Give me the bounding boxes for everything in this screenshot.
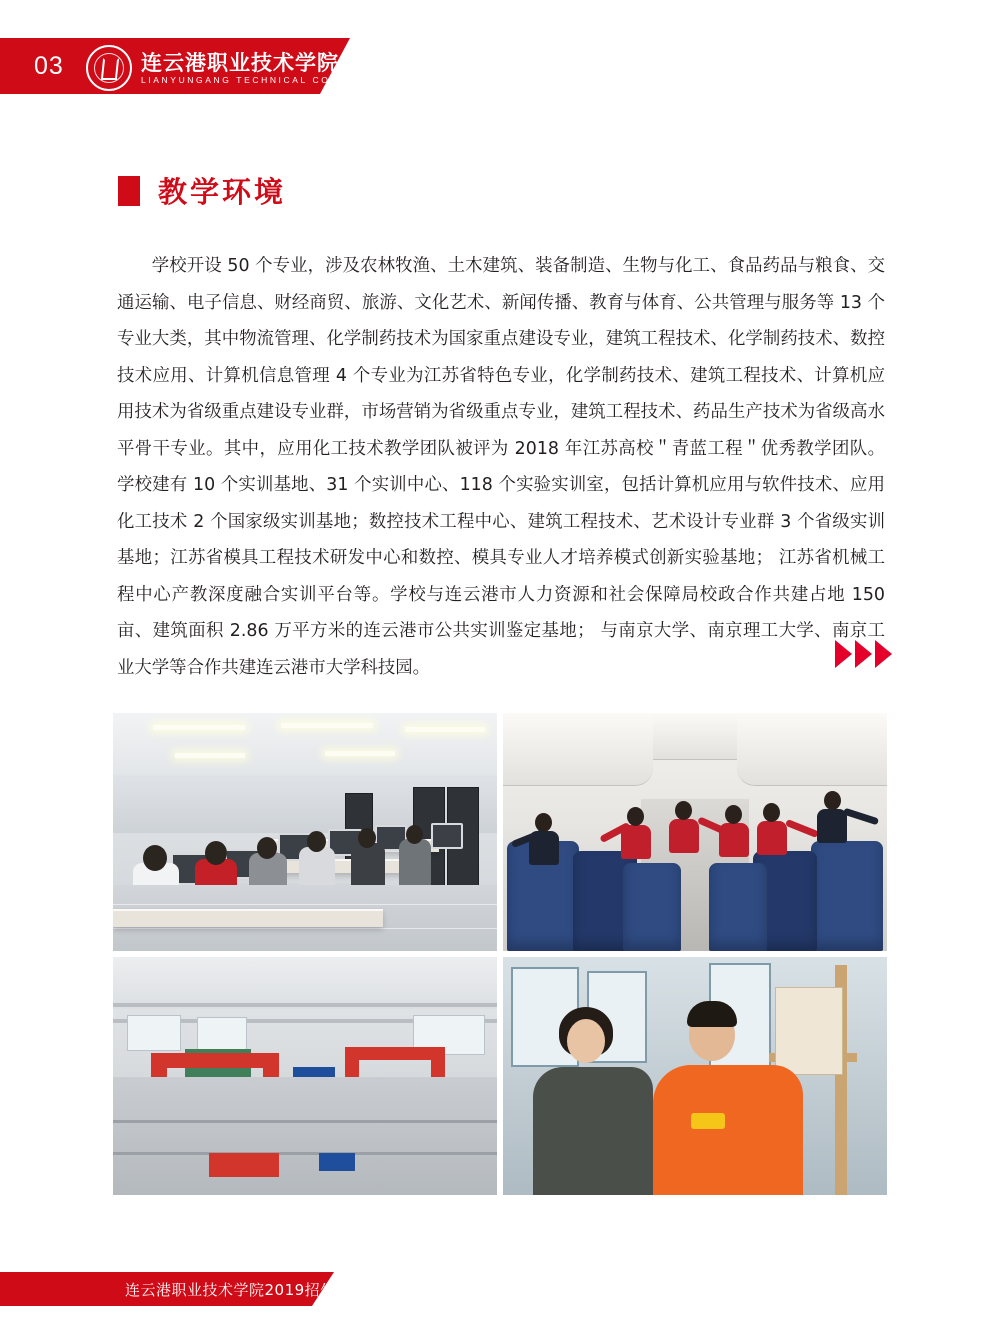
section-title (118, 170, 286, 211)
page-number: 03 (34, 52, 64, 80)
chevron-right-icon (875, 640, 892, 668)
photo-art-studio (503, 957, 887, 1195)
college-seal-icon (86, 45, 132, 91)
section-title-marker (118, 176, 140, 206)
page-header (0, 38, 371, 94)
page-footer (0, 1272, 367, 1306)
photo-grid (113, 713, 887, 1200)
photo-aircraft-cabin (503, 713, 887, 951)
logo-name-cn: 连云港职业技术学院 (141, 49, 339, 75)
body-paragraph: 学校开设 50 个专业，涉及农林牧渔、土木建筑、装备制造、生物与化工、食品药品与粮食、交通运输、电子信息、财经商贸、旅游、文化艺术、新闻传播、教育与体育、公共管理与服务等 13 个专业大类，其中物流管理、化学制药技术为国家重点建设专业，建筑工程技术、化学制药技术、数控技术应用、计算机信息管理 4 个专业为江苏省特色专业，化学制药技术、建筑工程技术、计算机应用技术为省级重点建设专业群，市场营销为省级重点专业，建筑工程技术、药品生产技术为省级高水平骨干专业。其中，应用化工技术教学团队被评为 2018 年江苏高校＂青蓝工程＂优秀教学团队。学校建有 10 个实训基地、31 个实训中心、118 个实验实训室，包括计算机应用与软件技术、应用化工技术 2 个国家级实训基地；数控技术工程中心、建筑工程技术、艺术设计专业群 3 个省级实训基地；江苏省模具工程技术研发中心和数控、模具专业人才培养模式创新实验基地； 江苏省机械工程中心产教深度融合实训平台等。学校与连云港市人力资源和社会保障局校政合作共建占地 150 亩、建筑面积 2.86 万平方米的连云港市公共实训鉴定基地； 与南京大学、南京理工大学、南京工业大学等合作共建连云港市大学科技园。 (117, 256, 885, 678)
logo-text-block (141, 51, 371, 86)
chevron-right-icon (855, 640, 872, 668)
logo-name-en: LIANYUNGANG TECHNICAL COLLEGE (141, 74, 371, 85)
chevron-ornament (835, 640, 892, 668)
chevron-right-icon (835, 640, 852, 668)
section-title-label: 教学环境 (158, 175, 287, 209)
college-logo (86, 45, 371, 91)
photo-machinery-workshop (113, 957, 497, 1195)
footer-label: 连云港职业技术学院2019招生简章 (125, 1281, 367, 1299)
photo-computer-lab (113, 713, 497, 951)
